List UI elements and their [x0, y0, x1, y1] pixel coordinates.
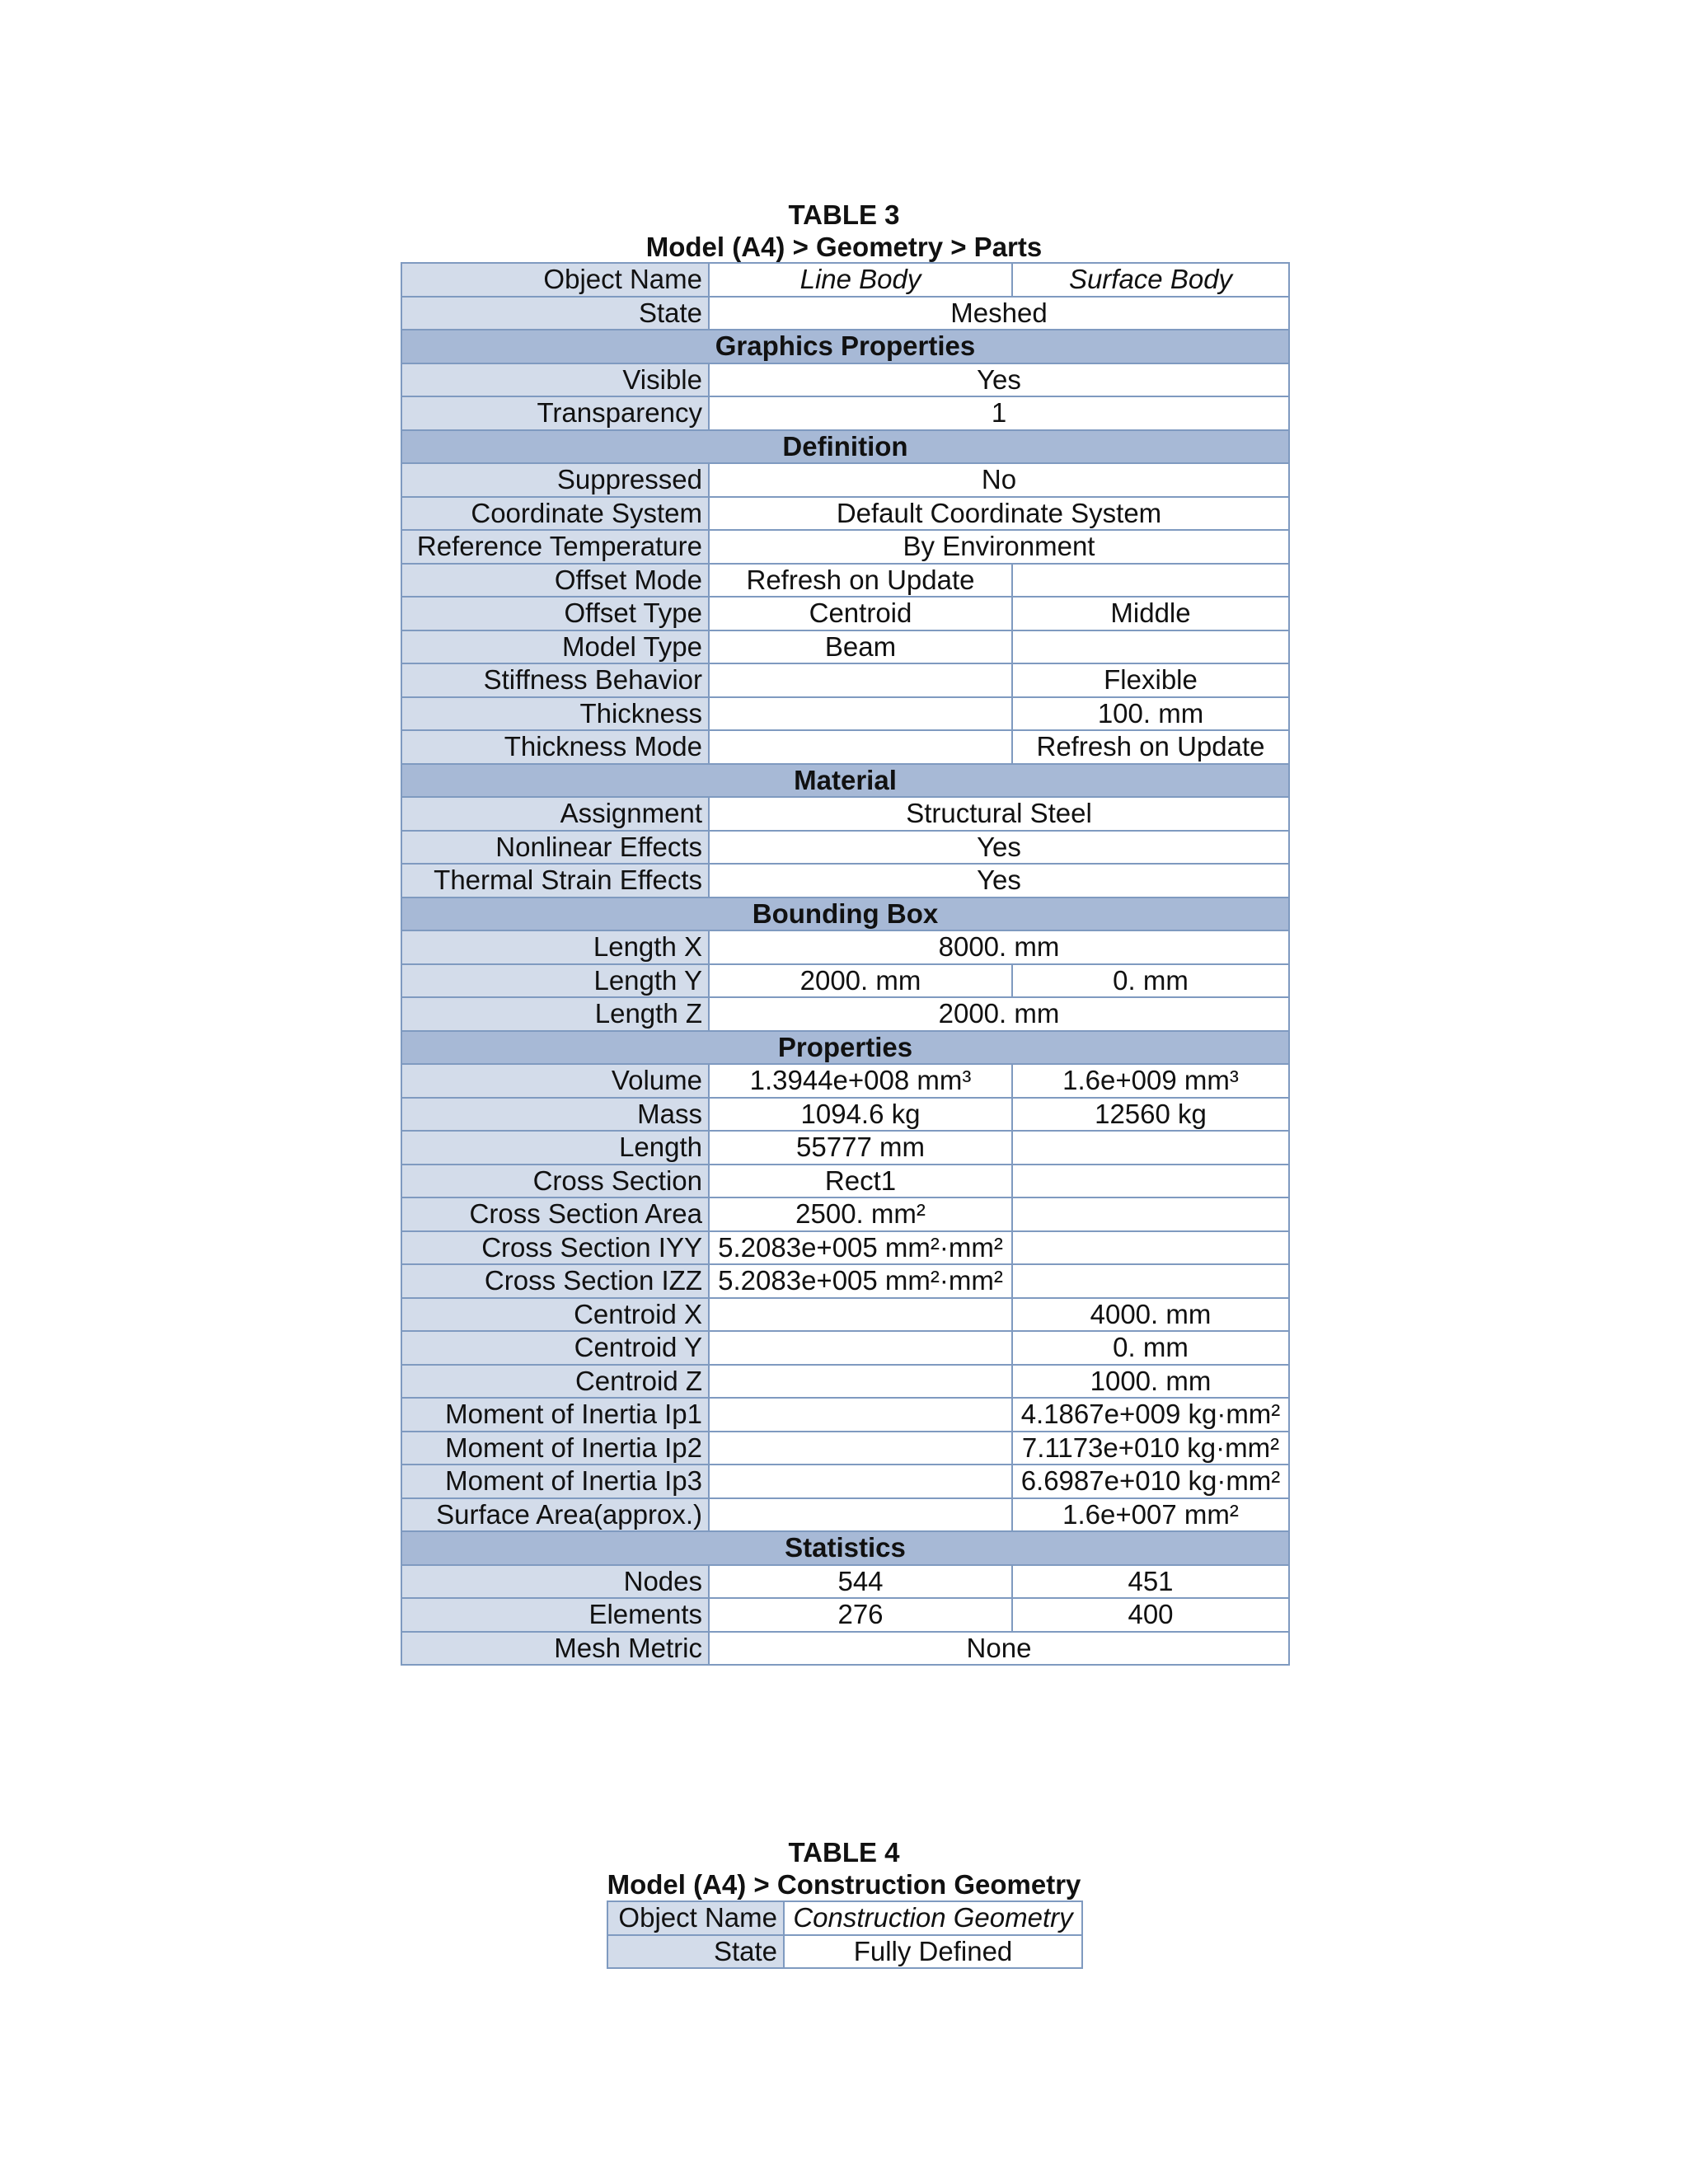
- moi-ip3-line-body: [709, 1465, 1012, 1498]
- length-surface-body: [1012, 1131, 1289, 1165]
- table4-construction-geometry: [607, 1900, 1083, 1969]
- section-definition: Definition: [401, 430, 1289, 464]
- table-row: [401, 1398, 1289, 1432]
- table-row: [401, 630, 1289, 664]
- row-label: Nodes: [401, 1565, 709, 1599]
- offset-mode-surface-body: [1012, 564, 1289, 598]
- centroid-z-surface-body: 1000. mm: [1012, 1365, 1289, 1399]
- table-row: [401, 263, 1289, 297]
- moi-ip1-line-body: [709, 1398, 1012, 1432]
- row-label: Object Name: [401, 263, 709, 297]
- moi-ip2-surface-body: 7.1173e+010 kg·mm²: [1012, 1432, 1289, 1465]
- row-label: Volume: [401, 1064, 709, 1098]
- row-label: Elements: [401, 1598, 709, 1632]
- row-label: Model Type: [401, 630, 709, 664]
- offset-type-surface-body: Middle: [1012, 597, 1289, 630]
- table-row: [401, 1197, 1289, 1231]
- table-row: [401, 396, 1289, 430]
- row-label: Stiffness Behavior: [401, 663, 709, 697]
- table-row: [401, 297, 1289, 330]
- table3-number: TABLE 3: [788, 199, 900, 230]
- table-row: [401, 964, 1289, 998]
- table-row: [401, 1298, 1289, 1332]
- row-label: Moment of Inertia Ip3: [401, 1465, 709, 1498]
- row-label: Moment of Inertia Ip2: [401, 1432, 709, 1465]
- cross-section-iyy-line-body: 5.2083e+005 mm²·mm²: [709, 1231, 1012, 1265]
- row-label: Centroid X: [401, 1298, 709, 1332]
- state-value: Meshed: [709, 297, 1289, 330]
- table-row: [401, 1331, 1289, 1365]
- thickness-line-body: [709, 697, 1012, 731]
- surface-area-surface-body: 1.6e+007 mm²: [1012, 1498, 1289, 1532]
- row-label: Length X: [401, 930, 709, 964]
- table-row: [401, 663, 1289, 697]
- row-label: Reference Temperature: [401, 530, 709, 564]
- table-row: [401, 797, 1289, 831]
- thermal-strain-effects-value: Yes: [709, 864, 1289, 898]
- table-row: [401, 730, 1289, 764]
- table-row: [401, 864, 1289, 898]
- offset-mode-line-body: Refresh on Update: [709, 564, 1012, 598]
- row-label: Suppressed: [401, 463, 709, 497]
- nodes-line-body: 544: [709, 1565, 1012, 1599]
- table4-title: Model (A4) > Construction Geometry: [607, 1869, 1081, 1900]
- transparency-value: 1: [709, 396, 1289, 430]
- section-header-row: [401, 764, 1289, 798]
- state-value: Fully Defined: [784, 1935, 1082, 1969]
- table-row: [401, 1365, 1289, 1399]
- section-header-row: [401, 1031, 1289, 1065]
- row-label: Coordinate System: [401, 497, 709, 531]
- row-label: Thermal Strain Effects: [401, 864, 709, 898]
- cross-section-izz-line-body: 5.2083e+005 mm²·mm²: [709, 1264, 1012, 1298]
- cross-section-iyy-surface-body: [1012, 1231, 1289, 1265]
- mass-line-body: 1094.6 kg: [709, 1098, 1012, 1132]
- length-y-surface-body: 0. mm: [1012, 964, 1289, 998]
- section-bounding-box: Bounding Box: [401, 898, 1289, 931]
- stiffness-behavior-line-body: [709, 663, 1012, 697]
- row-label: Centroid Y: [401, 1331, 709, 1365]
- section-header-row: [401, 1531, 1289, 1565]
- reference-temperature-value: By Environment: [709, 530, 1289, 564]
- assignment-value: Structural Steel: [709, 797, 1289, 831]
- row-label: Thickness Mode: [401, 730, 709, 764]
- thickness-mode-line-body: [709, 730, 1012, 764]
- section-header-row: [401, 898, 1289, 931]
- row-label: Centroid Z: [401, 1365, 709, 1399]
- length-line-body: 55777 mm: [709, 1131, 1012, 1165]
- table-row: [401, 1498, 1289, 1532]
- table-row: [401, 1632, 1289, 1666]
- table-row: [401, 697, 1289, 731]
- suppressed-value: No: [709, 463, 1289, 497]
- table3-title: Model (A4) > Geometry > Parts: [645, 232, 1043, 262]
- row-label: Transparency: [401, 396, 709, 430]
- section-material: Material: [401, 764, 1289, 798]
- model-type-line-body: Beam: [709, 630, 1012, 664]
- table-row: [401, 1165, 1289, 1198]
- row-label: Cross Section IYY: [401, 1231, 709, 1265]
- moi-ip2-line-body: [709, 1432, 1012, 1465]
- table-row: [401, 1565, 1289, 1599]
- row-label: Offset Type: [401, 597, 709, 630]
- row-label: Nonlinear Effects: [401, 831, 709, 865]
- section-properties: Properties: [401, 1031, 1289, 1065]
- object-name-line-body: Line Body: [709, 263, 1012, 297]
- row-label: Mesh Metric: [401, 1632, 709, 1666]
- table-row: [401, 997, 1289, 1031]
- stiffness-behavior-surface-body: Flexible: [1012, 663, 1289, 697]
- section-header-row: [401, 330, 1289, 363]
- object-name-surface-body: Surface Body: [1012, 263, 1289, 297]
- table-row: [401, 597, 1289, 630]
- row-label: Length Z: [401, 997, 709, 1031]
- row-label: Moment of Inertia Ip1: [401, 1398, 709, 1432]
- coordinate-system-value: Default Coordinate System: [709, 497, 1289, 531]
- row-label: Surface Area(approx.): [401, 1498, 709, 1532]
- row-label: Offset Mode: [401, 564, 709, 598]
- elements-line-body: 276: [709, 1598, 1012, 1632]
- centroid-z-line-body: [709, 1365, 1012, 1399]
- row-label: Assignment: [401, 797, 709, 831]
- row-label: Visible: [401, 363, 709, 397]
- table-row: [401, 1131, 1289, 1165]
- table-row: [401, 1231, 1289, 1265]
- cross-section-area-line-body: 2500. mm²: [709, 1197, 1012, 1231]
- cross-section-line-body: Rect1: [709, 1165, 1012, 1198]
- table3-parts: [401, 262, 1290, 1666]
- table4-number: TABLE 4: [788, 1837, 900, 1868]
- centroid-x-surface-body: 4000. mm: [1012, 1298, 1289, 1332]
- row-label: Cross Section IZZ: [401, 1264, 709, 1298]
- table-row: [401, 1432, 1289, 1465]
- table-row: [401, 831, 1289, 865]
- cross-section-area-surface-body: [1012, 1197, 1289, 1231]
- table-row: [401, 497, 1289, 531]
- length-x-value: 8000. mm: [709, 930, 1289, 964]
- row-label: Mass: [401, 1098, 709, 1132]
- cross-section-surface-body: [1012, 1165, 1289, 1198]
- table-row: [607, 1901, 1082, 1935]
- table-row: [401, 1598, 1289, 1632]
- centroid-y-line-body: [709, 1331, 1012, 1365]
- table-row: [401, 1264, 1289, 1298]
- model-type-surface-body: [1012, 630, 1289, 664]
- row-label: Length Y: [401, 964, 709, 998]
- visible-value: Yes: [709, 363, 1289, 397]
- volume-line-body: 1.3944e+008 mm³: [709, 1064, 1012, 1098]
- row-label: Object Name: [607, 1901, 784, 1935]
- row-label: Thickness: [401, 697, 709, 731]
- table-row: [401, 1098, 1289, 1132]
- surface-area-line-body: [709, 1498, 1012, 1532]
- table-row: [401, 564, 1289, 598]
- offset-type-line-body: Centroid: [709, 597, 1012, 630]
- moi-ip3-surface-body: 6.6987e+010 kg·mm²: [1012, 1465, 1289, 1498]
- row-label: Cross Section: [401, 1165, 709, 1198]
- row-label: State: [401, 297, 709, 330]
- mass-surface-body: 12560 kg: [1012, 1098, 1289, 1132]
- section-statistics: Statistics: [401, 1531, 1289, 1565]
- nonlinear-effects-value: Yes: [709, 831, 1289, 865]
- table-row: [401, 1465, 1289, 1498]
- row-label: Cross Section Area: [401, 1197, 709, 1231]
- table-row: [401, 530, 1289, 564]
- centroid-y-surface-body: 0. mm: [1012, 1331, 1289, 1365]
- table-row: [607, 1935, 1082, 1969]
- length-y-line-body: 2000. mm: [709, 964, 1012, 998]
- volume-surface-body: 1.6e+009 mm³: [1012, 1064, 1289, 1098]
- section-graphics-properties: Graphics Properties: [401, 330, 1289, 363]
- row-label: State: [607, 1935, 784, 1969]
- row-label: Length: [401, 1131, 709, 1165]
- thickness-surface-body: 100. mm: [1012, 697, 1289, 731]
- length-z-value: 2000. mm: [709, 997, 1289, 1031]
- object-name-construction-geometry: Construction Geometry: [784, 1901, 1082, 1935]
- table-row: [401, 363, 1289, 397]
- thickness-mode-surface-body: Refresh on Update: [1012, 730, 1289, 764]
- cross-section-izz-surface-body: [1012, 1264, 1289, 1298]
- centroid-x-line-body: [709, 1298, 1012, 1332]
- elements-surface-body: 400: [1012, 1598, 1289, 1632]
- nodes-surface-body: 451: [1012, 1565, 1289, 1599]
- table-row: [401, 463, 1289, 497]
- table-row: [401, 1064, 1289, 1098]
- table-row: [401, 930, 1289, 964]
- mesh-metric-value: None: [709, 1632, 1289, 1666]
- moi-ip1-surface-body: 4.1867e+009 kg·mm²: [1012, 1398, 1289, 1432]
- section-header-row: [401, 430, 1289, 464]
